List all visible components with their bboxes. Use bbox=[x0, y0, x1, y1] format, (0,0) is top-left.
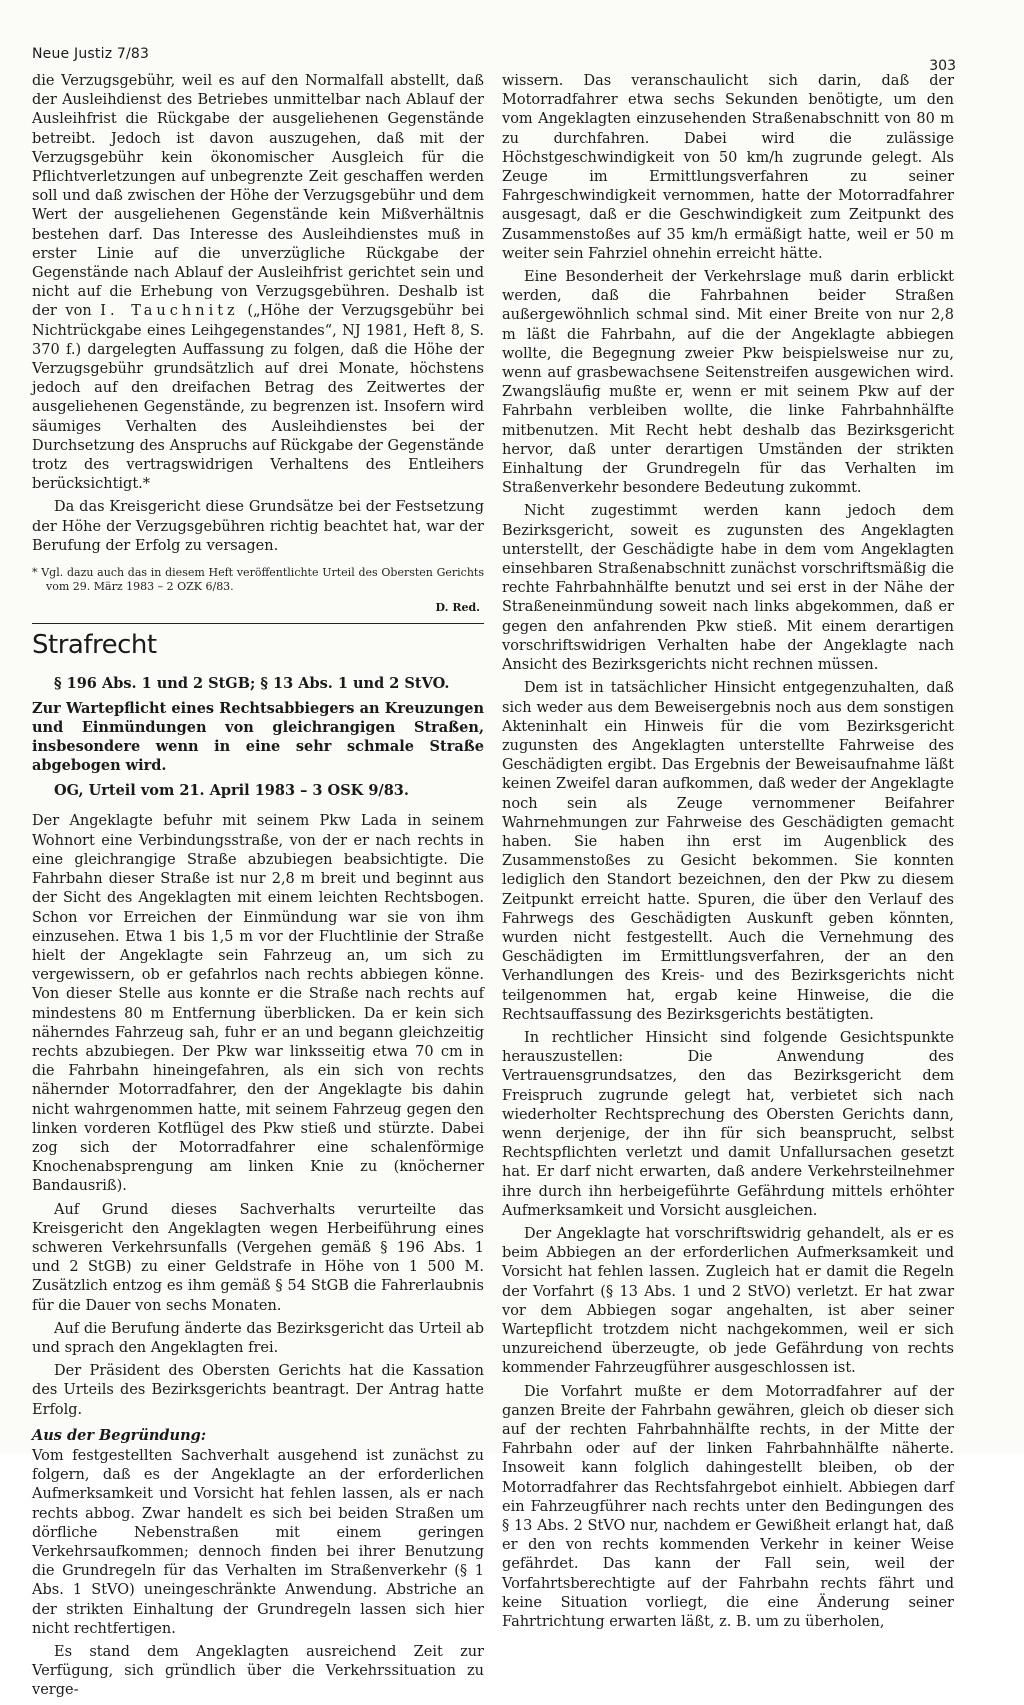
paragraph: Auf die Berufung änderte das Bezirksgericht das Urteil ab und sprach den Angeklagten frei. bbox=[32, 1320, 484, 1356]
headnote: Zur Wartepflicht eines Rechtsabbiegers an Kreuzungen und Einmündungen von gleichrangigen Straßen, insbesondere wenn in eine sehr schmale Straße abgebogen wird. bbox=[32, 700, 484, 775]
right-column bbox=[502, 72, 954, 1636]
paragraph: die Verzugsgebühr, weil es auf den Normalfall abstellt, daß der Ausleihdienst des Betriebes unmittelbar nach Ablauf der Ausleihfrist die Rückgabe der ausgeliehenen Gegenstände betreibt. Jedoch ist davon auszugehen, daß mit der Verzugsgebühr kein ökonomischer Ausgleich für die Pflichtverletzungen auf unbegrenzte Zeit geschaffen werden soll und daß zwischen der Höhe der Verzugsgebühr und dem Wert der ausgeliehenen Gegenstände kein Mißverhältnis bestehen darf. Das Interesse des Ausleihdienstes muß in erster Linie auf die unverzügliche Rückgabe der Gegenstände nach Ablauf der Ausleihfrist gerichtet sein und nicht auf die Erhebung von Verzugsgebühren. Deshalb ist der von I. Tauchnitz („Höhe der Verzugsgebühr bei Nichtrückgabe eines Leihgegenstandes“, NJ 1981, Heft 8, S. 370 f.) dargelegten Auffassung zu folgen, daß die Höhe der Verzugsgebühr grundsätzlich auf drei Monate, höchstens jedoch auf den dreifachen Betrag des Zeitwertes der ausgeliehenen Gegenstände, zu begrenzen ist. Insofern wird säumiges Verhalten des Ausleihdienstes bei der Durchsetzung des Anspruchs auf Rückgabe der Gegenstände trotz des vertragswidrigen Verhaltens des Entleihers berücksichtigt.* bbox=[32, 73, 485, 493]
section-divider bbox=[32, 623, 484, 624]
journal-title: Neue Justiz 7/83 bbox=[32, 46, 150, 62]
paragraph: Dem ist in tatsächlicher Hinsicht entgegenzuhalten, daß sich weder aus dem Beweisergebnis noch aus dem sonstigen Akteninhalt ein Hinweis für die vom Bezirksgericht zugunsten des Angeklagten unterstellte Fahrweise des Geschädigten ergibt. Das Ergebnis der Beweisaufnahme läßt keinen Zweifel daran aufkommen, daß weder der Angeklagte noch sein als Zeuge vernommener Beifahrer Wahrnehmungen zur Fahrweise des Geschädigten gemacht haben. Sie haben ihn erst im Augenblick des Zusammenstoßes zu Gesicht bekommen. Sie konnten lediglich den Standort bezeichnen, den der Pkw zu diesem Zeitpunkt erreicht hatte. Spuren, die über den Verlauf des Fahrwegs des Geschädigten Auskunft geben könnten, wurden nicht festgestellt. Auch die Vernehmung des Geschädigten im Ermittlungsverfahren, der an den Verhandlungen des Kreis- und des Bezirksgerichts nicht teilgenommen hat, ergab keine Hinweise, die die Rechtsauffassung des Bezirksgerichts bestätigten. bbox=[502, 680, 954, 1023]
section-title: Strafrecht bbox=[32, 630, 157, 661]
author-name: I. Tauchnitz bbox=[100, 303, 239, 320]
decision-citation: OG, Urteil vom 21. April 1983 – 3 OSK 9/83. bbox=[54, 782, 409, 800]
footnote: * Vgl. dazu auch das in diesem Heft veröffentlichte Urteil des Obersten Gerichts vom 29. März 1983 – 2 OZK 6/83. bbox=[32, 566, 484, 594]
subheading: Aus der Begründung: bbox=[32, 1426, 207, 1444]
statute-reference: § 196 Abs. 1 und 2 StGB; § 13 Abs. 1 und 2 StVO. bbox=[54, 675, 450, 693]
paragraph: Eine Besonderheit der Verkehrslage muß darin erblickt werden, daß die Fahrbahnen beider Straßen außergewöhnlich schmal sind. Mit einer Breite von nur 2,8 m läßt die Fahrbahn, auf die der Angeklagte abbiegen wollte, die Begegnung zweier Pkw beispielsweise nur zu, wenn auf grasbewachsene Seitenstreifen ausgewichen wird. Zwangsläufig mußte er, wenn er mit seinem Pkw auf der Fahrbahn verbleiben wollte, die linke Fahrbahnhälfte mitbenutzen. Mit Recht hebt deshalb das Bezirksgericht hervor, daß unter derartigen Umständen der strikten Einhaltung der Grundregeln für das Verhalten im Straßenverkehr besondere Bedeutung zukommt. bbox=[502, 269, 954, 497]
paragraph: Der Angeklagte befuhr mit seinem Pkw Lada in seinem Wohnort eine Verbindungsstraße, von der er nach rechts in eine gleichrangige Straße abzubiegen beabsichtigte. Die Fahrbahn dieser Straße ist nur 2,8 m breit und beginnt aus der Sicht des Angeklagten mit einem leichten Rechtsbogen. Schon vor Erreichen der Einmündung war sie von ihm einzusehen. Etwa 1 bis 1,5 m vor der Fluchtlinie der Straße hielt der Angeklagte sein Fahrzeug an, um sich zu vergewissern, ob er gefahrlos nach rechts abbiegen könne. Von dieser Stelle aus konnte er die Straße nach rechts auf mindestens 80 m Entfernung überblicken. Da er kein sich näherndes Fahrzeug sah, fuhr er an und begann gleichzeitig rechts abzubiegen. Der Pkw war linksseitig etwa 70 cm in die Fahrbahn hineingefahren, als ein sich von rechts nähernder Motorradfahrer, den der Angeklagte bis dahin nicht wahrgenommen hatte, mit seinem Fahrzeug gegen den linken vorderen Kotflügel des Pkw stieß und stürzte. Dabei zog sich der Motorradfahrer eine schalenförmige Knochenabsprengung am linken Knie zu (knöcherner Bandausriß). bbox=[32, 813, 484, 1195]
left-column bbox=[32, 72, 484, 1705]
paragraph: Nicht zugestimmt werden kann jedoch dem Bezirksgericht, soweit es zugunsten des Angeklagten unterstellt, der Geschädigte habe in dem vom Angeklagten einsehbaren Straßenabschnitt zunächst vorschriftsmäßig die rechte Fahrbahnhälfte benutzt und sei erst in der Nähe der Straßeneinmündung soweit nach links abgekommen, daß er gegen den anfahrenden Pkw stieß. Mit einem derartigen vorschriftswidrigen Verhalten habe der Angeklagte nach Ansicht des Bezirksgerichts nicht rechnen müssen. bbox=[502, 503, 954, 674]
paragraph: Vom festgestellten Sachverhalt ausgehend ist zunächst zu folgern, daß es der Angeklagte an der erforderlichen Aufmerksamkeit und Vorsicht hat fehlen lassen, als er nach rechts abbog. Zwar handelt es sich bei beiden Straßen um dörfliche Nebenstraßen mit einem geringen Verkehrsaufkommen; dennoch finden bei ihrer Benutzung die Grundregeln für das Verhalten im Straßenverkehr (§ 1 Abs. 1 StVO) uneingeschränkte Anwendung. Abstriche an der strikten Einhaltung der Grundregeln lassen sich hier nicht rechtfertigen. bbox=[32, 1447, 484, 1637]
footnote-signature: D. Red. bbox=[435, 601, 480, 615]
paragraph: Auf Grund dieses Sachverhalts verurteilte das Kreisgericht den Angeklagten wegen Herbeiführung eines schweren Verkehrsunfalls (Vergehen gemäß § 196 Abs. 1 und 2 StGB) zu einer Geldstrafe in Höhe von 1 500 M. Zusätzlich entzog es ihm gemäß § 54 StGB die Fahrerlaubnis für die Dauer von sechs Monaten. bbox=[32, 1201, 484, 1314]
page-header bbox=[32, 46, 956, 74]
page-number: 303 bbox=[929, 58, 956, 74]
paragraph: Der Angeklagte hat vorschriftswidrig gehandelt, als er es beim Abbiegen an der erforderlichen Aufmerksamkeit und Vorsicht hat fehlen lassen. Zugleich hat er damit die Regeln der Vorfahrt (§ 13 Abs. 1 und 2 StVO) verletzt. Er hat zwar vor dem Abbiegen sogar angehalten, ist aber seiner Wartepflicht trotzdem nicht nachgekommen, weil er sich unzureichend überzeugte, ob jede Gefährdung von rechts kommender Fahrzeugführer ausgeschlossen ist. bbox=[502, 1225, 954, 1377]
paragraph: Der Präsident des Obersten Gerichts hat die Kassation des Urteils des Bezirksgerichts beantragt. Der Antrag hatte Erfolg. bbox=[32, 1363, 484, 1418]
paragraph: In rechtlicher Hinsicht sind folgende Gesichtspunkte herauszustellen: Die Anwendung des Vertrauensgrundsatzes, den das Bezirksgericht dem Freispruch zugrunde gelegt hat, verbietet sich nach wiederholter Rechtsprechung des Obersten Gerichts dann, wenn derjenige, der ihn für sich beansprucht, selbst Rechtspflichten verletzt und damit Unfallursachen gesetzt hat. Er darf nicht erwarten, daß andere Verkehrsteilnehmer ihre durch ihn herbeigeführte Gefährdung mittels erhöhter Aufmerksamkeit und Vorsicht ausgleichen. bbox=[502, 1029, 954, 1219]
paragraph: Die Vorfahrt mußte er dem Motorradfahrer auf der ganzen Breite der Fahrbahn gewähren, gleich ob dieser sich auf der rechten Fahrbahnhälfte rechts, in der Mitte der Fahrbahn oder auf der linken Fahrbahnhälfte näherte. Insoweit kann folglich dahingestellt bleiben, ob der Motorradfahrer das Rechtsfahrgebot einhielt. Abbiegen darf ein Fahrzeugführer nach rechts unter den Bedingungen des § 13 Abs. 2 StVO nur, nachdem er Gewißheit erlangt hat, daß er den von rechts kommenden Verkehr in keiner Weise gefährdet. Das kann der Fall sein, weil der Vorfahrtsberechtigte auf der Fahrbahn rechts fährt und keine Situation vorliegt, die eine Änderung seiner Fahrtrichtung erwarten läßt, z. B. um zu überholen, bbox=[502, 1383, 954, 1631]
paragraph: Es stand dem Angeklagten ausreichend Zeit zur Verfügung, sich gründlich über die Verkehrssituation zu verge- bbox=[32, 1644, 484, 1699]
paragraph: wissern. Das veranschaulicht sich darin, daß der Motorradfahrer etwa sechs Sekunden benötigte, um den vom Angeklagten einzusehenden Straßenabschnitt von 80 m zu durchfahren. Dabei wird die zulässige Höchstgeschwindigkeit von 50 km/h zugrunde gelegt. Als Zeuge im Ermittlungsverfahren zu seiner Fahrgeschwindigkeit vernommen, hatte der Motorradfahrer ausgesagt, daß er die Geschwindigkeit zum Zeitpunkt des Zusammenstoßes auf 35 km/h ermäßigt hatte, weil er 50 m weiter sein Fahrziel ohnehin erreicht hätte. bbox=[502, 73, 954, 262]
paragraph: Da das Kreisgericht diese Grundsätze bei der Festsetzung der Höhe der Verzugsgebühren richtig beachtet hat, war der Berufung der Erfolg zu versagen. bbox=[32, 499, 484, 554]
